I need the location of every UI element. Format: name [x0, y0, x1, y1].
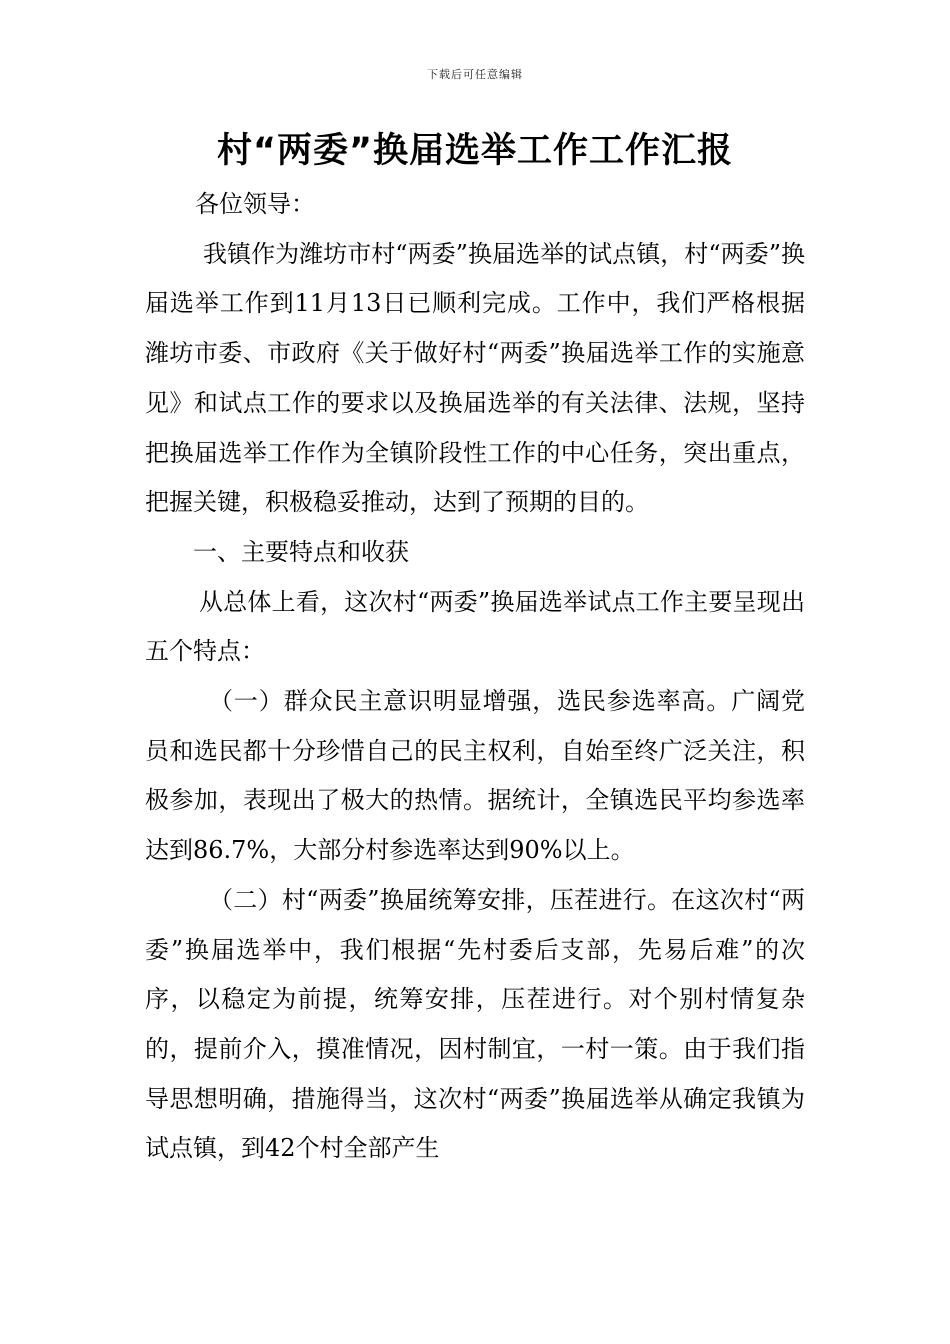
salutation: 各位领导： [195, 190, 315, 218]
paragraph-intro: 我镇作为潍坊市村“两委”换届选举的试点镇，村“两委”换届选举工作到11月13日已顺利完成。工作中，我们严格根据潍坊市委、市政府《关于做好村“两委”换届选举工作的实施意见》和试点工作的要求以及换届选举的有关法律、法规，坚持把换届选举工作作为全镇阶段性工作的中心任务，突出重点，把握关键，积极稳妥推动，达到了预期的目的。 [145, 239, 805, 517]
page-header-note: 下载后可任意编辑 [427, 68, 523, 81]
document-body [145, 180, 805, 1174]
paragraph-point-two: （二）村“两委”换届统筹安排，压茬进行。在这次村“两委”换届选举中，我们根据“先村委后支部，先易后难”的次序，以稳定为前提，统筹安排，压茬进行。对个别村情复杂的，提前介入，摸准情况，因村制宜，一村一策。由于我们指导思想明确，措施得当，这次村“两委”换届选举从确定我镇为试点镇，到42个村全部产生 [145, 885, 805, 1163]
paragraph-point-one: （一）群众民主意识明显增强，选民参选率高。广阔党员和选民都十分珍惜自己的民主权利，自始至终广泛关注，积极参加，表现出了极大的热情。据统计，全镇选民平均参选率达到86.7%，大部分村参选率达到90%以上。 [145, 687, 805, 865]
document-title: 村“两委”换届选举工作工作汇报 [216, 131, 733, 171]
paragraph-overview: 从总体上看，这次村“两委”换届选举试点工作主要呈现出五个特点： [145, 587, 805, 666]
section-heading: 一、主要特点和收获 [193, 537, 409, 566]
